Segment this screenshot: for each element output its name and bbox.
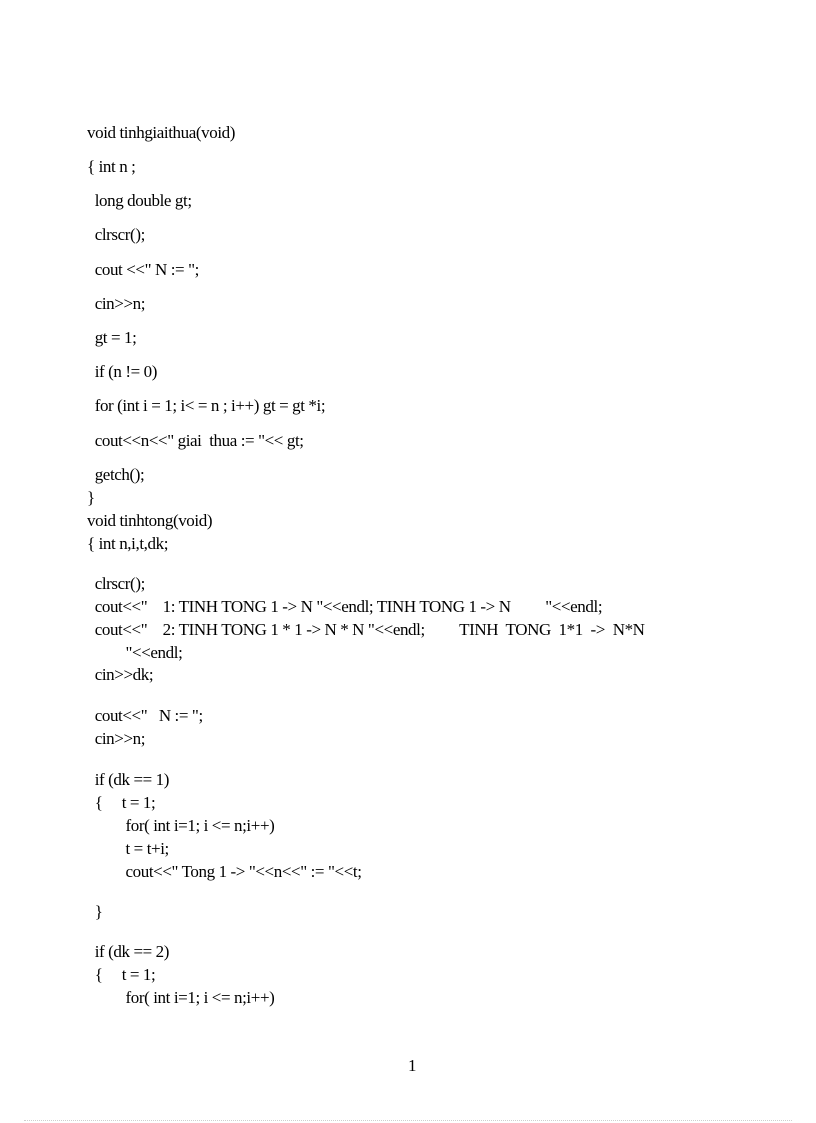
code-line: gt = 1; <box>87 328 137 347</box>
code-line: cin>>dk; <box>87 665 154 684</box>
code-line: void tinhtong(void) <box>87 511 213 530</box>
page-number: 1 <box>408 1056 417 1075</box>
code-line: for( int i=1; i <= n;i++) <box>87 988 275 1007</box>
code-line: cout<<" N := "; <box>87 706 203 725</box>
code-line: cout<<n<<" giai thua := "<< gt; <box>87 431 304 450</box>
code-line: { t = 1; <box>87 793 156 812</box>
code-line: for( int i=1; i <= n;i++) <box>87 816 275 835</box>
page-bottom-divider <box>24 1120 792 1121</box>
code-line: cout<<" 2: TINH TONG 1 * 1 -> N * N "<<endl; TINH TONG 1*1 -> N*N <box>87 620 645 639</box>
code-line: } <box>87 488 95 507</box>
code-line: cout <<" N := "; <box>87 260 199 279</box>
code-line: long double gt; <box>87 191 192 210</box>
code-line: { t = 1; <box>87 965 156 984</box>
code-line: t = t+i; <box>87 839 169 858</box>
code-line: if (n != 0) <box>87 362 158 381</box>
code-line: cin>>n; <box>87 729 146 748</box>
code-line: "<<endl; <box>87 643 183 662</box>
code-line: if (dk == 2) <box>87 942 170 961</box>
code-line: cout<<" Tong 1 -> "<<n<<" := "<<t; <box>87 862 362 881</box>
code-line: } <box>87 902 103 921</box>
code-line: if (dk == 1) <box>87 770 170 789</box>
code-line: getch(); <box>87 465 145 484</box>
code-line: void tinhgiaithua(void) <box>87 123 236 142</box>
code-line: clrscr(); <box>87 225 145 244</box>
code-line: cout<<" 1: TINH TONG 1 -> N "<<endl; TINH TONG 1 -> N "<<endl; <box>87 597 603 616</box>
code-line: clrscr(); <box>87 574 145 593</box>
code-line: cin>>n; <box>87 294 146 313</box>
code-line: { int n,i,t,dk; <box>87 534 169 553</box>
code-line: for (int i = 1; i< = n ; i++) gt = gt *i; <box>87 396 326 415</box>
code-line: { int n ; <box>87 157 136 176</box>
